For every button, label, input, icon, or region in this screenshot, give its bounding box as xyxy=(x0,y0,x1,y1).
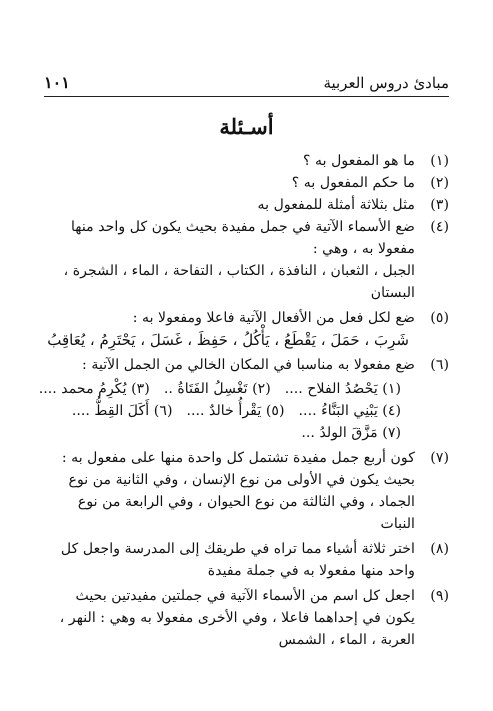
sub-row xyxy=(39,400,401,422)
sub-item: (٢) تَغْسِلُ الفَتَاةُ .. xyxy=(163,381,271,397)
questions-list xyxy=(38,150,449,651)
question-text: اجعل كل اسم من الأسماء الآتية في جملتين مفيدتين بحيث يكون في إحداهما فاعلا ، وفي الأخرى مفعولا به وهي : النهر ، العربة ، الماء ، الشمس xyxy=(59,588,415,648)
question-items: الجبل ، الثعبان ، النافذة ، الكتاب ، التفاحة ، الماء ، الشجرة ، البستان xyxy=(63,263,415,301)
question-text: ضع لكل فعل من الأفعال الآتية فاعلا ومفعولا به : xyxy=(132,310,415,326)
question-text: ضع الأسماء الآتية في جمل مفيدة بحيث يكون كل واحد منها مفعولا به ، وهي : xyxy=(70,219,415,257)
question-6 xyxy=(38,354,449,444)
question-items: شَرِبَ ، حَمَلَ ، يَقْطَعُ ، يَأْكُلُ ، حَفِظَ ، غَسَلَ ، يَحْتَرِمُ ، يُعَاقِبُ xyxy=(47,331,409,349)
question-number: (١) xyxy=(430,153,449,169)
question-text: كون أربع جمل مفيدة تشتمل كل واحدة منها على مفعول به : بحيث يكون في الأولى من نوع الإنسان ، وفي الثانية من نوع الجماد ، وفي الثالثة من نوع الحيوان ، وفي الرابعة من نوع النبات xyxy=(61,450,415,532)
question-number: (٥) xyxy=(430,310,449,326)
question-number: (٨) xyxy=(430,541,449,557)
question-text: ما هو المفعول به ؟ xyxy=(303,153,415,169)
page-header xyxy=(44,62,449,97)
question-text: اختر ثلاثة أشياء مما تراه في طريقك إلى المدرسة واجعل كل واحد منها مفعولا به في جملة مفيدة xyxy=(60,541,415,579)
question-9 xyxy=(46,585,449,651)
page-number: ١٠١ xyxy=(44,73,70,92)
sub-item: (٤) يَبْنِي البَنَّاءُ .... xyxy=(298,403,401,419)
question-text: ما حكم المفعول به ؟ xyxy=(291,175,415,191)
question-number: (٦) xyxy=(430,357,449,373)
question-text: مثل بثلاثة أمثلة للمفعول به xyxy=(257,197,415,213)
question-3 xyxy=(46,194,449,216)
sub-item: (١) يَحْصُدُ الفلاح .... xyxy=(284,381,401,397)
sub-item: (٣) يُكْرِمُ محمد .... xyxy=(38,381,150,397)
sub-item: (٧) مَزَّقَ الولدُ ... xyxy=(301,425,401,441)
running-title: مبادئ دروس العربية xyxy=(323,74,449,92)
question-8 xyxy=(46,538,449,582)
sub-items xyxy=(39,378,415,444)
sub-row xyxy=(39,422,401,444)
question-text: ضع مفعولا به مناسبا في المكان الخالي من الجمل الآتية : xyxy=(82,357,415,373)
section-title: أسـئلة xyxy=(219,114,274,139)
question-number: (٩) xyxy=(430,588,449,604)
sub-item: (٥) يَقْرأُ خالدٌ .... xyxy=(186,403,285,419)
question-number: (٣) xyxy=(430,197,449,213)
question-5 xyxy=(46,307,449,351)
question-number: (٤) xyxy=(430,219,449,235)
question-4 xyxy=(46,216,449,304)
question-number: (٧) xyxy=(430,450,449,466)
sub-row xyxy=(39,378,401,400)
question-number: (٢) xyxy=(430,175,449,191)
sub-item: (٦) أَكَلَ القِطُّ .... xyxy=(71,403,173,419)
question-2 xyxy=(46,172,449,194)
question-7 xyxy=(46,447,449,535)
question-1 xyxy=(46,150,449,172)
